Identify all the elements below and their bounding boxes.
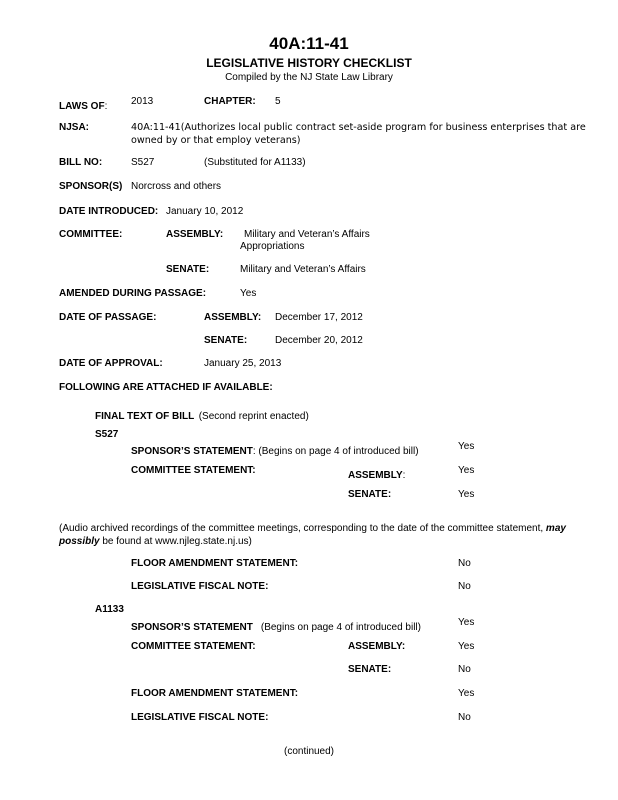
a1133-sponsor-note: (Begins on page 4 of introduced bill) bbox=[260, 622, 421, 633]
following-heading: FOLLOWING ARE ATTACHED IF AVAILABLE: bbox=[59, 382, 273, 393]
s527-floor-label: FLOOR AMENDMENT STATEMENT: bbox=[131, 558, 299, 569]
passage-senate-value: December 20, 2012 bbox=[275, 335, 363, 346]
laws-of-label: LAWS OF: bbox=[59, 101, 108, 112]
bill-no-label: BILL NO: bbox=[59, 157, 103, 168]
a1133-assembly-label: ASSEMBLY: bbox=[348, 641, 406, 652]
s527-sponsor-label: SPONSOR’S STATEMENT bbox=[131, 446, 253, 457]
passage-senate-label: SENATE: bbox=[204, 335, 248, 346]
s527-sponsor-note: : (Begins on page 4 of introduced bill) bbox=[252, 446, 419, 457]
njsa-line1: 40A:11-41(Authorizes local public contract set-aside program for business enterprises that are bbox=[131, 122, 586, 133]
s527-label: S527 bbox=[95, 429, 119, 440]
a1133-floor-value: Yes bbox=[458, 688, 475, 699]
sponsors-label: SPONSOR(S) bbox=[59, 181, 123, 192]
s527-assembly-label: ASSEMBLY: bbox=[348, 470, 406, 481]
s527-sponsor-value: Yes bbox=[458, 441, 475, 452]
committee-assembly-label: ASSEMBLY: bbox=[166, 229, 224, 240]
date-of-approval-value: January 25, 2013 bbox=[204, 358, 282, 369]
s527-senate-value: Yes bbox=[458, 489, 475, 500]
chapter-label: CHAPTER: bbox=[204, 96, 256, 107]
s527-fiscal-label: LEGISLATIVE FISCAL NOTE: bbox=[131, 581, 269, 592]
chapter-value: 5 bbox=[275, 96, 281, 107]
a1133-sponsor-value: Yes bbox=[458, 617, 475, 628]
a1133-sponsor-label: SPONSOR’S STATEMENT bbox=[131, 622, 253, 633]
a1133-fiscal-value: No bbox=[458, 712, 471, 723]
a1133-senate-value: No bbox=[458, 664, 471, 675]
date-introduced-value: January 10, 2012 bbox=[166, 206, 244, 217]
amended-value: Yes bbox=[240, 288, 257, 299]
date-introduced-label: DATE INTRODUCED: bbox=[59, 206, 159, 217]
laws-of-value: 2013 bbox=[131, 96, 154, 107]
page-subtitle: LEGISLATIVE HISTORY CHECKLIST bbox=[206, 56, 412, 70]
committee-senate-label: SENATE: bbox=[166, 264, 210, 275]
final-text-row bbox=[95, 406, 309, 424]
s527-fiscal-value: No bbox=[458, 581, 471, 592]
committee-label: COMMITTEE: bbox=[59, 229, 123, 240]
committee-senate-value: Military and Veteran’s Affairs bbox=[240, 264, 366, 275]
bill-no-value: S527 bbox=[131, 157, 155, 168]
committee-assembly-line2: Appropriations bbox=[240, 241, 305, 252]
a1133-sponsor-row bbox=[131, 617, 421, 635]
audio-note-emphasis: may possibly bbox=[59, 523, 566, 547]
passage-assembly-value: December 17, 2012 bbox=[275, 312, 363, 323]
continued-note: (continued) bbox=[283, 746, 335, 757]
njsa-line2: owned by or that employ veterans) bbox=[131, 135, 301, 146]
compiled-by: Compiled by the NJ State Law Library bbox=[225, 72, 393, 83]
s527-senate-label: SENATE: bbox=[348, 489, 392, 500]
bill-substituted: (Substituted for A1133) bbox=[204, 157, 306, 168]
date-of-passage-label: DATE OF PASSAGE: bbox=[59, 312, 157, 323]
final-text-label: FINAL TEXT OF BILL bbox=[95, 411, 195, 422]
page-title: 40A:11-41 bbox=[269, 34, 349, 53]
a1133-label: A1133 bbox=[95, 604, 124, 615]
a1133-senate-label: SENATE: bbox=[348, 664, 392, 675]
sponsors-value: Norcross and others bbox=[131, 181, 222, 192]
passage-assembly-label: ASSEMBLY: bbox=[204, 312, 262, 323]
final-text-note: (Second reprint enacted) bbox=[198, 411, 309, 422]
s527-assembly-value: Yes bbox=[458, 465, 475, 476]
audio-note: (Audio archived recordings of the committee meetings, corresponding to the date of the committee statement, may possibly be found at www.njleg.state.nj.us) bbox=[59, 523, 566, 547]
s527-sponsor-row bbox=[131, 441, 419, 459]
njsa-label: NJSA: bbox=[59, 122, 90, 133]
committee-assembly-line1: Military and Veteran’s Affairs bbox=[244, 229, 370, 240]
s527-committee-label: COMMITTEE STATEMENT: bbox=[131, 465, 256, 476]
a1133-fiscal-label: LEGISLATIVE FISCAL NOTE: bbox=[131, 712, 269, 723]
amended-label: AMENDED DURING PASSAGE: bbox=[59, 288, 207, 299]
a1133-assembly-value: Yes bbox=[458, 641, 475, 652]
a1133-committee-label: COMMITTEE STATEMENT: bbox=[131, 641, 256, 652]
s527-floor-value: No bbox=[458, 558, 471, 569]
date-of-approval-label: DATE OF APPROVAL: bbox=[59, 358, 163, 369]
a1133-floor-label: FLOOR AMENDMENT STATEMENT: bbox=[131, 688, 299, 699]
